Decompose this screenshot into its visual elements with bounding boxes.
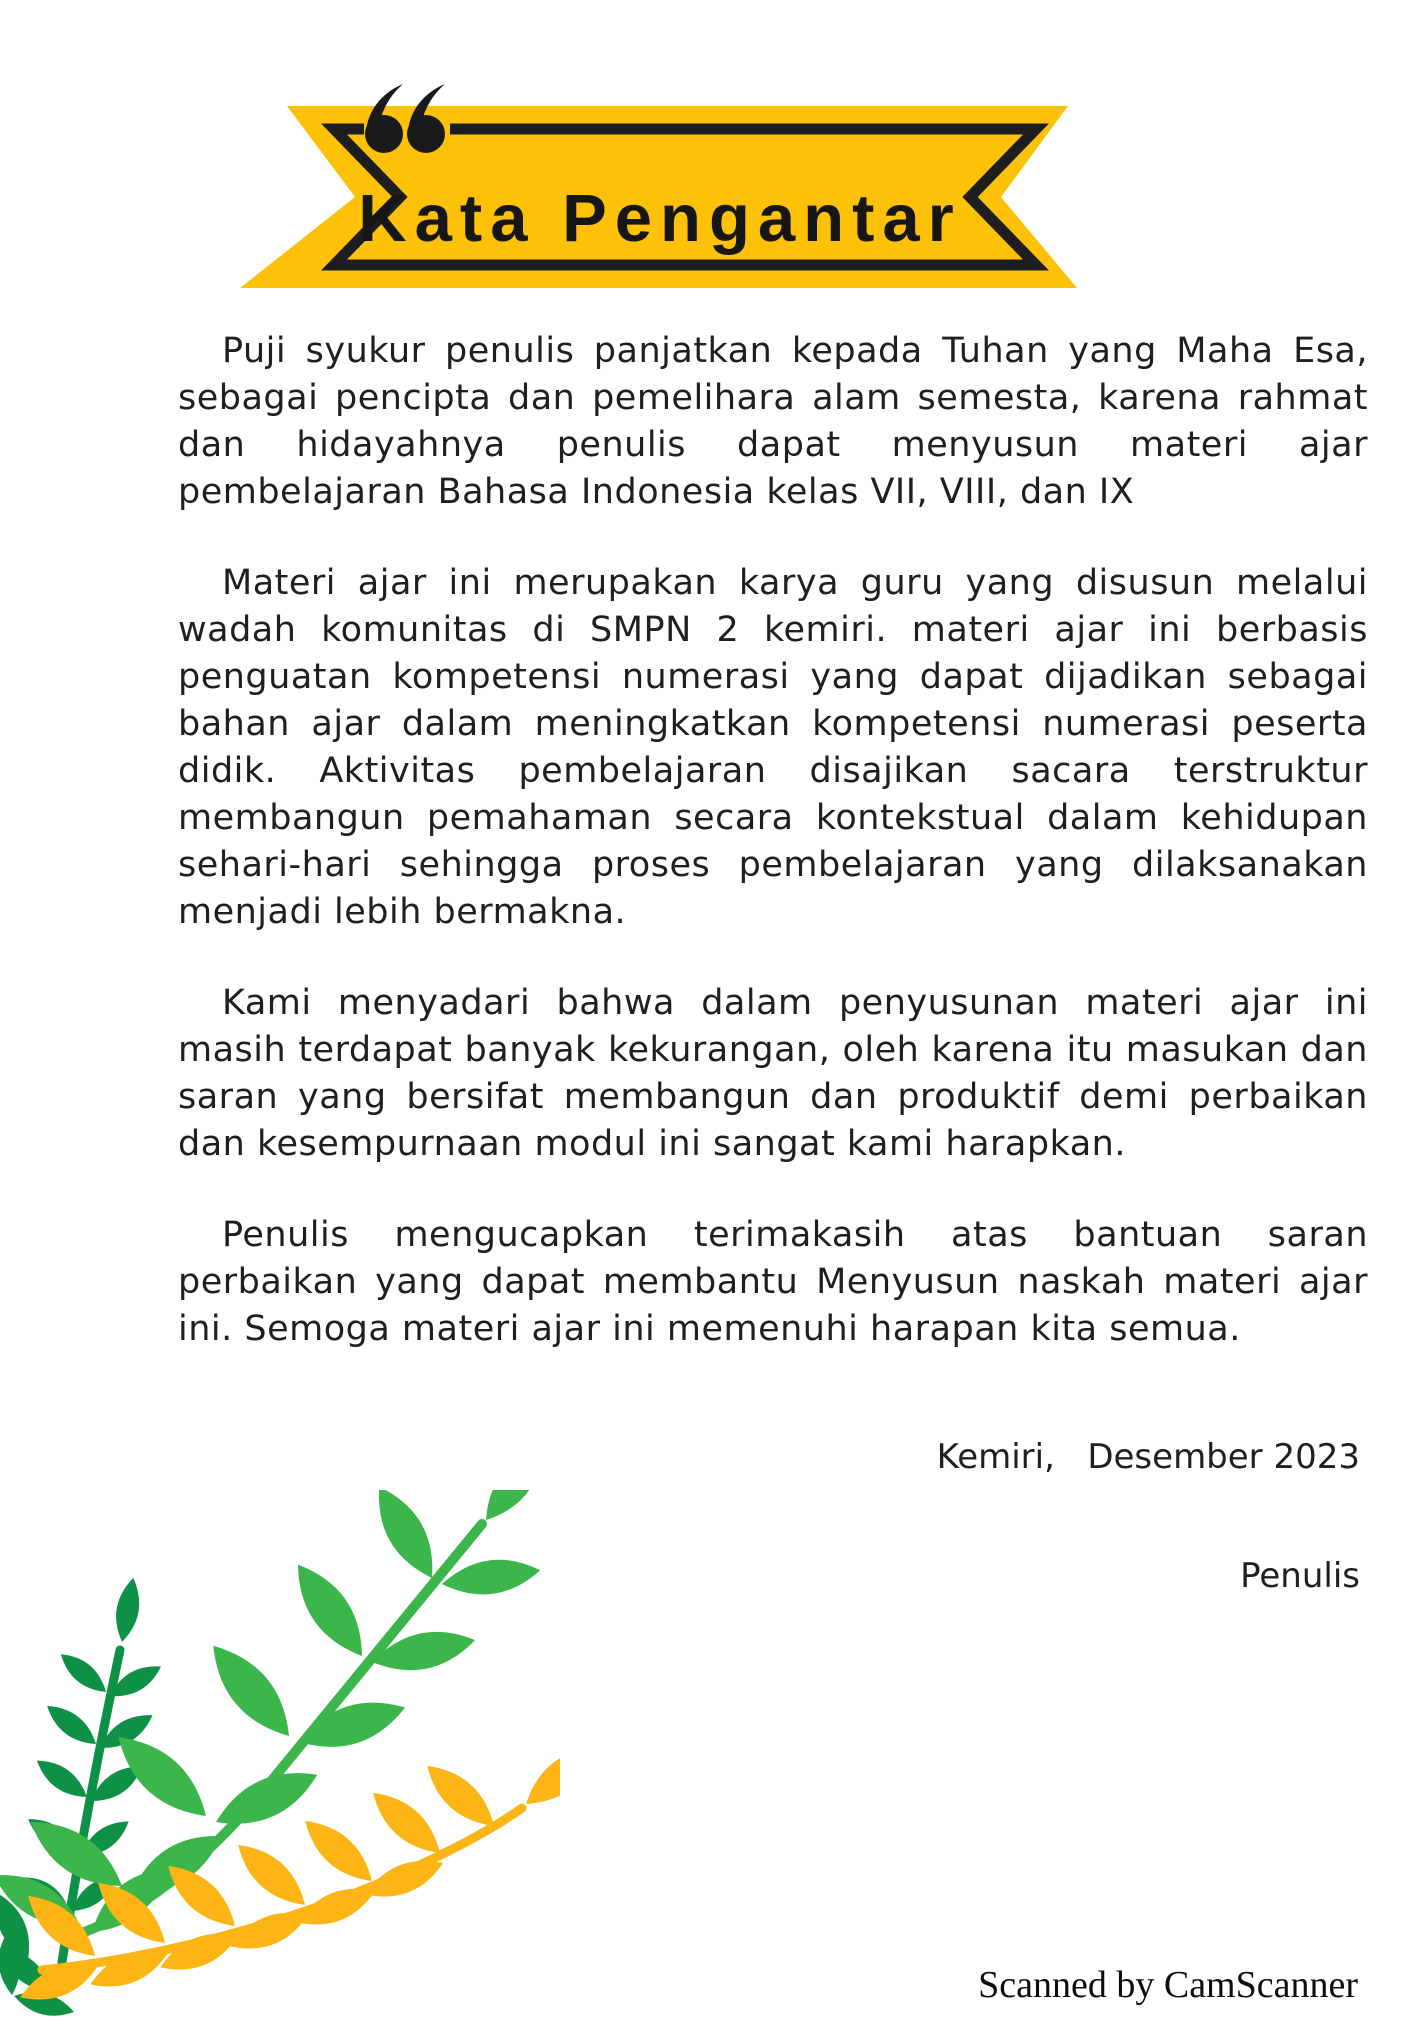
paragraph-2: Materi ajar ini merupakan karya guru yang disusun melalui wadah komunitas di SMPN 2 kemiri. materi ajar ini berbasis penguatan kompetensi numerasi yang dapat dijadikan sebagai bahan ajar dalam meningkatkan kompetensi numerasi peserta didik. Aktivitas pembelajaran disajikan sacara terstruktur membangun pemahaman secara kontekstual dalam kehidupan sehari-hari sehingga proses pembelajaran yang dilaksanakan menjadi lebih bermakna. — [178, 563, 1368, 932]
leaf-branches-decoration — [0, 1490, 560, 2028]
paragraph-4: Penulis mengucapkan terimakasih atas bantuan saran perbaikan yang dapat membantu Menyusun naskah materi ajar ini. Semoga materi ajar ini memenuhi harapan kita semua. — [178, 1215, 1368, 1349]
paragraph-1: Puji syukur penulis panjatkan kepada Tuhan yang Maha Esa, sebagai pencipta dan pemelihara alam semesta, karena rahmat dan hidayahnya penulis dapat menyusun materi ajar pembelajaran Bahasa Indonesia kelas VII, VIII, dan IX — [178, 331, 1368, 512]
camscanner-watermark: Scanned by CamScanner — [978, 1964, 1358, 2006]
paragraph-3: Kami menyadari bahwa dalam penyusunan materi ajar ini masih terdapat banyak kekurangan, oleh karena itu masukan dan saran yang bersifat membangun dan produktif demi perbaikan dan kesempurnaan modul ini sangat kami harapkan. — [178, 983, 1368, 1164]
place-date: Kemiri, Desember 2023 — [936, 1437, 1360, 1477]
page-title: Kata Pengantar — [358, 181, 962, 256]
author-label: Penulis — [1240, 1556, 1360, 1596]
preface-body — [178, 328, 1368, 1397]
